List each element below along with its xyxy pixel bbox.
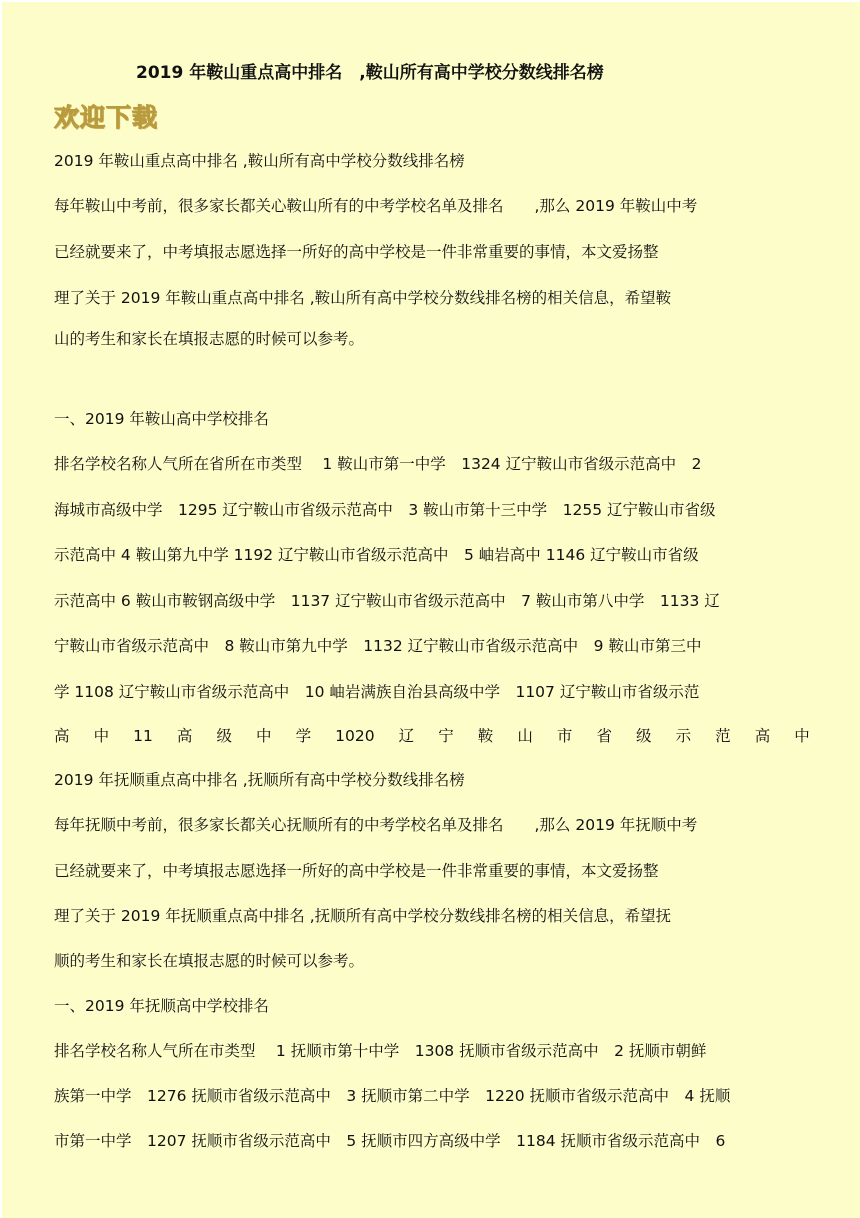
paragraph-line: 理了关于 2019 年抚顺重点高中排名 ,抚顺所有高中学校分数线排名榜的相关信息，希望抚: [54, 907, 672, 925]
paragraph-line: 已经就要来了，中考填报志愿选择一所好的高中学校是一件非常重要的事情，本文爱扬整: [54, 243, 659, 261]
ranking-line: 市第一中学 1207 抚顺市省级示范高中 5 抚顺市四方高级中学 1184 抚顺市省级示范高中 6: [54, 1132, 726, 1150]
paragraph-line: 已经就要来了，中考填报志愿选择一所好的高中学校是一件非常重要的事情，本文爱扬整: [54, 862, 659, 880]
ranking-line: 海城市高级中学 1295 辽宁鞍山市省级示范高中 3 鞍山市第十三中学 1255 辽宁鞍山市省级: [54, 501, 716, 519]
paragraph-line: 每年鞍山中考前，很多家长都关心鞍山所有的中考学校名单及排名 ,那么 2019 年鞍山中考: [54, 197, 698, 215]
ranking-line: 学 1108 辽宁鞍山市省级示范高中 10 岫岩满族自治县高级中学 1107 辽宁鞍山市省级示范: [54, 683, 700, 701]
ranking-line: 排名学校名称人气所在市类型 1 抚顺市第十中学 1308 抚顺市省级示范高中 2 抚顺市朝鲜: [54, 1042, 707, 1060]
intro-heading-fushun: 2019 年抚顺重点高中排名 ,抚顺所有高中学校分数线排名榜: [54, 771, 465, 789]
welcome-download-banner: 欢迎下载: [54, 103, 159, 132]
section-heading-fushun: 一、2019 年抚顺高中学校排名: [54, 997, 269, 1015]
ranking-line: 宁鞍山市省级示范高中 8 鞍山市第九中学 1132 辽宁鞍山市省级示范高中 9 鞍山市第三中: [54, 637, 702, 655]
paragraph-line: 山的考生和家长在填报志愿的时候可以参考。: [54, 330, 365, 348]
paragraph-line: 顺的考生和家长在填报志愿的时候可以参考。: [54, 952, 365, 970]
ranking-line: 示范高中 6 鞍山市鞍钢高级中学 1137 辽宁鞍山市省级示范高中 7 鞍山市第八中学 1133 辽: [54, 592, 720, 610]
paragraph-line: 理了关于 2019 年鞍山重点高中排名 ,鞍山所有高中学校分数线排名榜的相关信息，希望鞍: [54, 289, 672, 307]
ranking-line: 示范高中 4 鞍山第九中学 1192 辽宁鞍山市省级示范高中 5 岫岩高中 1146 辽宁鞍山市省级: [54, 546, 699, 564]
ranking-line: 族第一中学 1276 抚顺市省级示范高中 3 抚顺市第二中学 1220 抚顺市省级示范高中 4 抚顺: [54, 1087, 731, 1105]
document-title: 2019 年鞍山重点高中排名 ,鞍山所有高中学校分数线排名榜: [136, 63, 604, 83]
intro-heading-anshan: 2019 年鞍山重点高中排名 ,鞍山所有高中学校分数线排名榜: [54, 152, 465, 170]
paragraph-line: 每年抚顺中考前，很多家长都关心抚顺所有的中考学校名单及排名 ,那么 2019 年抚顺中考: [54, 816, 698, 834]
ranking-line-justified: 高 中 11 高 级 中 学 1020 辽 宁 鞍 山 市 省 级 示 范 高 中: [54, 727, 810, 745]
section-heading-anshan: 一、2019 年鞍山高中学校排名: [54, 410, 269, 428]
ranking-line: 排名学校名称人气所在省所在市类型 1 鞍山市第一中学 1324 辽宁鞍山市省级示范高中 2: [54, 455, 702, 473]
